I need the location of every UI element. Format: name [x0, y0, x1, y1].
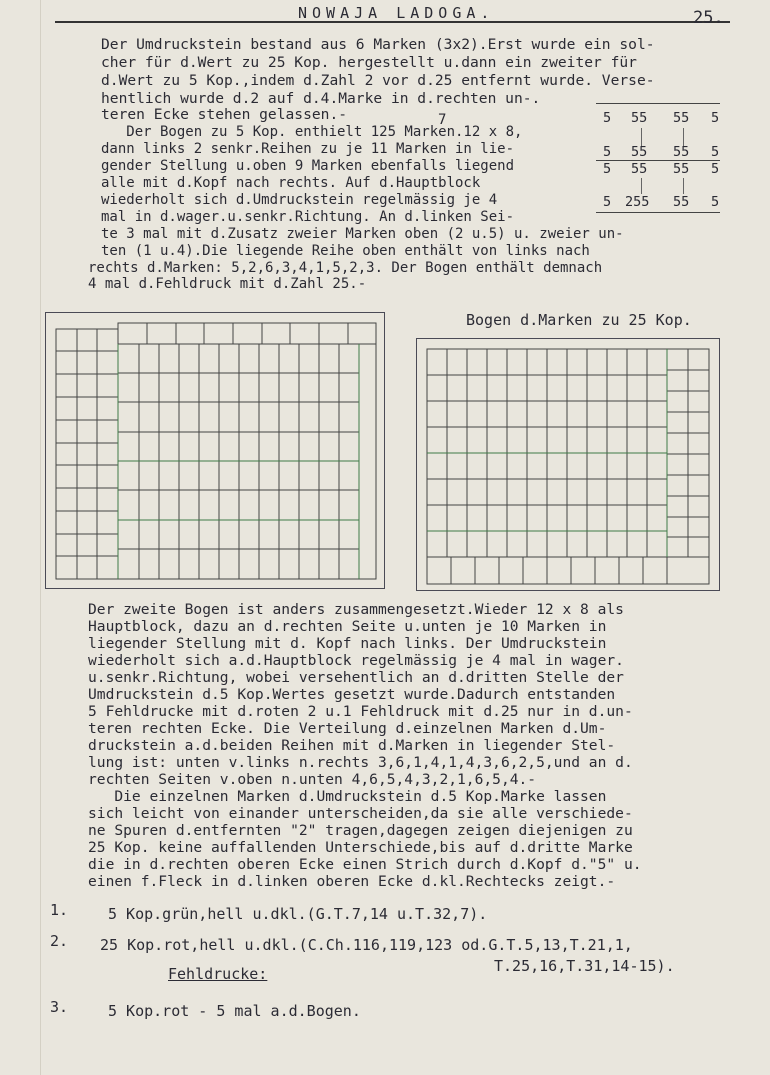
sheet-25-kop [416, 338, 720, 591]
paragraph2-line: wiederholt sich a.d.Hauptblock regelmässig je 4 mal in wager. [88, 652, 624, 669]
paragraph2-line: ne Spuren d.entfernten "2" tragen,dagegen zeigen diejenigen zu [88, 822, 633, 839]
list-item-text-continued: T.25,16,T.31,14-15). [494, 957, 675, 975]
paragraph2-line: lung ist: unten v.links n.rechts 3,6,1,4,1,4,3,6,2,5,und an d. [88, 754, 633, 771]
paragraph2-line: druckstein a.d.beiden Reihen mit d.Marken in liegender Stel- [88, 737, 616, 754]
correction-mark: 7 [438, 112, 447, 128]
paragraph1-line: d.Wert zu 5 Kop.,indem d.Zahl 2 vor d.25 entfernt wurde. Verse- [101, 72, 655, 89]
paragraph1-line: 4 mal d.Fehldruck mit d.Zahl 25.- [88, 276, 367, 292]
paragraph1-line: wiederholt sich d.Umdruckstein regelmässig je 4 [101, 192, 498, 208]
diagram-cell: 255 [625, 194, 650, 210]
paragraph1-line: gender Stellung u.oben 9 Marken ebenfalls liegend [101, 158, 515, 174]
diagram-cell: 5 [603, 194, 612, 210]
diagram-cell: 55 [631, 144, 648, 160]
diagram-cell: 55 [673, 194, 690, 210]
figure-caption: Bogen d.Marken zu 25 Kop. [466, 311, 692, 329]
paragraph2-line: liegender Stellung mit d. Kopf nach links. Der Umdruckstein [88, 635, 607, 652]
diagram-cell: 5 [711, 194, 720, 210]
paragraph2-line: teren rechten Ecke. Die Verteilung d.einzelnen Marken d.Um- [88, 720, 607, 737]
paragraph2-line: Umdruckstein d.5 Kop.Wertes gesetzt wurde.Dadurch entstanden [88, 686, 616, 703]
sheet-25-kop-grid [417, 339, 719, 590]
page-number: 25. [693, 8, 724, 28]
diagram-cell: 5 [603, 110, 612, 126]
running-title: NOWAJA LADOGA. [298, 4, 495, 22]
list-item-number: 1. [50, 901, 69, 919]
diagram-cell: 55 [673, 144, 690, 160]
diagram-cell: 55 [673, 161, 690, 177]
diagram-cell: 5 [711, 110, 720, 126]
paragraph2-line: Die einzelnen Marken d.Umdruckstein d.5 Kop.Marke lassen [88, 788, 607, 805]
paragraph1-line: teren Ecke stehen gelassen.- [101, 106, 348, 123]
diagram-cell: 5 [711, 144, 720, 160]
diagram-cell: 5 [711, 161, 720, 177]
paragraph1-line: dann links 2 senkr.Reihen zu je 11 Marken in lie- [101, 141, 515, 157]
errors-heading: Fehldrucke: [168, 965, 268, 983]
header-rule [55, 21, 730, 23]
paragraph2-line: die in d.rechten oberen Ecke einen Strich durch d.Kopf d."5" u. [88, 856, 642, 873]
list-item-number: 2. [50, 932, 69, 950]
paragraph2-line: Der zweite Bogen ist anders zusammengesetzt.Wieder 12 x 8 als [88, 601, 624, 618]
paragraph2-line: rechten Seiten v.oben n.unten 4,6,5,4,3,2,1,6,5,4.- [88, 771, 537, 788]
diagram-cell: 55 [673, 110, 690, 126]
diagram-cell: 5 [603, 144, 612, 160]
paragraph2-line: Hauptblock, dazu an d.rechten Seite u.unten je 10 Marken in [88, 618, 607, 635]
paragraph2-line: sich leicht von einander unterscheiden,da sie alle verschiede- [88, 805, 633, 822]
sheet-5-kop [45, 312, 385, 589]
paragraph2-line: 25 Kop. keine auffallenden Unterschiede,bis auf d.dritte Marke [88, 839, 633, 856]
sheet-5-kop-grid [46, 313, 384, 588]
paragraph1-line: Der Bogen zu 5 Kop. enthielt 125 Marken.12 x 8, [101, 124, 523, 140]
list-item-text: 25 Kop.rot,hell u.dkl.(C.Ch.116,119,123 od.G.T.5,13,T.21,1, [100, 936, 633, 954]
paragraph2-line: u.senkr.Richtung, wobei versehentlich an d.dritten Stelle der [88, 669, 624, 686]
paragraph1-line: mal in d.wager.u.senkr.Richtung. An d.linken Sei- [101, 209, 515, 225]
list-item-text: 5 Kop.grün,hell u.dkl.(G.T.7,14 u.T.32,7). [108, 905, 488, 923]
paragraph1-line: ten (1 u.4).Die liegende Reihe oben enthält von links nach [101, 243, 590, 259]
page-fold [40, 0, 41, 1075]
paragraph1-line: te 3 mal mit d.Zusatz zweier Marken oben (2 u.5) u. zweier un- [101, 226, 624, 242]
paragraph1-line: alle mit d.Kopf nach rechts. Auf d.Hauptblock [101, 175, 481, 191]
paragraph2-line: 5 Fehldrucke mit d.roten 2 u.1 Fehldruck mit d.25 nur in d.un- [88, 703, 633, 720]
paragraph1-line: rechts d.Marken: 5,2,6,3,4,1,5,2,3. Der Bogen enthält demnach [88, 260, 603, 276]
diagram-cell: 55 [631, 161, 648, 177]
paragraph1-line: Der Umdruckstein bestand aus 6 Marken (3x2).Erst wurde ein sol- [101, 36, 655, 53]
list-item-text: 5 Kop.rot - 5 mal a.d.Bogen. [108, 1002, 361, 1020]
paragraph2-line: einen f.Fleck in d.linken oberen Ecke d.kl.Rechtecks zeigt.- [88, 873, 616, 890]
paragraph1-line: cher für d.Wert zu 25 Kop. hergestellt u.dann ein zweiter für [101, 54, 637, 71]
paragraph1-line: hentlich wurde d.2 auf d.4.Marke in d.rechten un-. [101, 90, 541, 107]
diagram-cell: 5 [603, 161, 612, 177]
list-item-number: 3. [50, 998, 69, 1016]
diagram-cell: 55 [631, 110, 648, 126]
